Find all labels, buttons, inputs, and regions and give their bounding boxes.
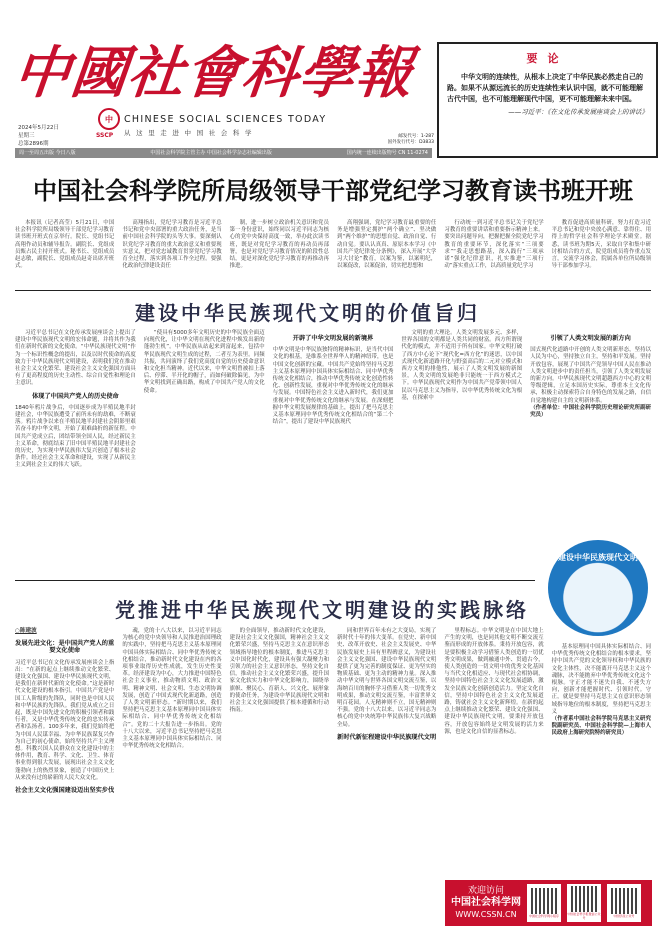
slogan: 从这里走进中国社会科学 bbox=[124, 129, 258, 137]
article2-column: 的全面领导，推动新时代文化建设，建设社会主义文化强国，精神社会主义文化繁荣兴盛，坚持马克思主义在意识形态领域指导地位的根本制度，推进马克思主义中国化时代化，建设具有强大凝聚力和引领力的社会主义意识形态，坚持文化自信，推动社会主义文化繁荣兴盛，提升国家文化软实力和中华文化影响力，围绕举旗帜、聚民心、育新人、兴文化、展形象的使命任务，为建设中华民族现代文明和社会主义文化强国提供了根本遵循和行动指南。 bbox=[229, 628, 329, 714]
article1-subhead: 体现了中国共产党人的历史使命 bbox=[32, 392, 119, 400]
publication-codes bbox=[378, 134, 434, 146]
cssn-advertisement[interactable] bbox=[445, 880, 652, 926]
article2-column: 同和世界百年未有之大变局，实现了新时代十年的伟大变革。在党史、新中国史、改革开放史、社会主义发展史、中华民族发展史上具有里程碑意义，为建设社会主义文化强国、建设中华民族现代文明提供了更为完善的制度保证、更为坚实的物质基础、更为主动的精神力量。深入推动中华文明与世界各国文明交流互鉴，以海纳百川的胸怀学习借鉴人类一切优秀文明成果，推动文明交流互鉴，丰富世界文明百花园。人无精神则不立，国无精神则不强。党的十八大以来，以习近平同志为核心的党中央统筹中华民族伟大复兴战略全局。 新时代新征程建设中华民族现代文明 bbox=[336, 628, 437, 741]
quote-text: 中华文明的连续性，从根本上决定了中华民族必然走自己的路。如果不从源远流长的历史连续性来认识中国，就不可能理解古代中国，也不可能理解现代中国，更不可能理解未来中国。 bbox=[447, 73, 643, 103]
ad-url[interactable]: WWW.CSSN.CN bbox=[455, 910, 517, 919]
qr-code-icon[interactable]: 中国社会科学报微信公众号 bbox=[567, 884, 601, 922]
english-title: CHINESE SOCIAL SCIENCES TODAY bbox=[124, 114, 327, 125]
bar-right: 国内统一连续出版物号 CN 11-0274 bbox=[346, 150, 428, 156]
article1-column: 文明的重大理论。人类文明发展多元、多样，世界各国的文明都是人类共同的财富。西方所谓现代化的模式，并不适用于所有国家。中华文明打破了西方中心论下“现代化=西方化”的迷思，以中国式现代化新道路开化与野蛮高后的二元对立模式和西方文明的排他性，展示了人类文明发展的新图景，人类文明的发展绝非只能统一于西方模式之下。中华民族现代文明作为中国共产党带领中国人民以马克思主义为指导，以中华优秀传统文化为根基，在探索中 bbox=[401, 330, 523, 401]
divider bbox=[15, 290, 651, 291]
article1-author-note: （作者单位：中国社会科学院历史理论研究所副研究员） bbox=[530, 404, 651, 419]
article1-subhead: 开辟了中华文明发展的新境界 bbox=[292, 335, 374, 342]
bar-mid: 中国社会科学院主管主办 中国社会科学杂志社编辑出版 bbox=[150, 150, 272, 156]
issue-number: 总第2896期 bbox=[18, 141, 49, 147]
article1-column: “使具有5000多年文明历史的中华民族全面迈向现代化，让中华文明在现代化进程中焕发出新的蓬勃生机”。中华民族从站起来到富起来，包括中华民族现代文明生成的过程，二者互为表里。同频共振，共同演绎了我们党高度自觉的历史使命意识和文化担当精神。近代以来，中华文明曾被扣上落后、停滞、半开化的帽子，而如何破除偏见，为中华文明找到正确出路，构成了中国共产党人的文化使命。 bbox=[143, 330, 265, 394]
article2-headline: 党推进中华民族现代文明建设的实践脉络 bbox=[115, 598, 529, 622]
article1-column: 开辟了中华文明发展的新境界 中华文明是中华民族独特的精神标识，是当代中国文化的根基，是维系全世界华人的精神纽带，也是中国文化创新的宝藏。中国共产党始终坚持马克思主义基本原理同中国具体实际相结合、同中华优秀传统文化相结合，推动中华优秀传统文化创造性转化、创新性发展，重视对中华优秀传统文化的继承与发展。中国特色社会主义进入新时代，我们更加重视对中华优秀传统文化的继承与发展。在深刻把握中华文明发展规律的基础上，提出了把马克思主义基本原理同中华优秀传统文化相结合的“第二个结合”，提出了建设中华民族现代 bbox=[272, 335, 394, 426]
article2-body bbox=[15, 628, 651, 799]
lead-column: 制，进一步树立政治机关意识和党员第一身份意识，始终同以习近平同志为核心的党中央保持高度一致，举办此次读书班，既是对党纪学习教育的再动员再部署，也是对党纪学习教育情况的阶段性总结，更是对深化党纪学习教育的再推动再推进。 bbox=[229, 220, 329, 270]
article2-column: 魂，党的十八大以来，以习近平同志为核心的党中央领导和人民推进治国理政的实践中，坚持把马克思主义基本原理同中国具体实际相结合、同中华优秀传统文化相结合，推动新时代文化建设在内的各项事业取得历史性成就，发生历史性变革。经济建设为中心，大力推进中国特色社会主义事业，推动物质文明、政治文明、精神文明、社会文明、生态文明协调发展，创造了中国式现代化新道路，创造了人类文明新形态。“新时期以来，我们坚持把马克思主义基本原理同中国具体实际相结合、同中华优秀传统文化相结合”。党的二十大报告进一步指出。党的十八大以来，习近平总书记坚持把马克思主义基本原理同中国具体实际相结合、同中华优秀传统文化相结合。 bbox=[122, 628, 222, 750]
lead-article bbox=[15, 220, 651, 270]
quote-citation: ——习近平：《在文化传承发展座谈会上的讲话》 bbox=[508, 108, 648, 116]
article2-author-note: （作者系中国社会科学院马克思主义研究院副研究员、中国社会科学院—上海市人民政府上海研究院特约研究员） bbox=[551, 716, 651, 737]
quote-box bbox=[437, 42, 658, 158]
article1-headline: 建设中华民族现代文明的价值旨归 bbox=[135, 301, 480, 325]
lead-column: 教育促进高质量科研，努力打造习近平总书记和党中央放心满意、靠得住、用得上的哲学社会科学理论学术殿堂。据悉，读书班为期5天，采取自学和集中研讨相结合的方式，院党组成员将作重点发言，交流学习体会，院属各单位所局级领导干部参加学习。 bbox=[551, 220, 651, 270]
sscp-logo-text: SSCP bbox=[96, 132, 114, 139]
bar-left: 周一至周五出版 今日八版 bbox=[19, 150, 76, 156]
article2-author: ○陈建波 bbox=[15, 628, 37, 634]
ad-text: 欢迎访问 中国社会科学网 WWW.CSSN.CN bbox=[451, 886, 521, 919]
lead-column: 本报讯（记者高莹）5月21日，中国社会科学院所局级领导干部党纪学习教育读书班开班式在京举行。院长、党组书记高翔作动员和辅导报告。副院长、党组成员甄占民主持开班式。秘书长、党组成员赵志敏，副院长、党组成员赵奇出席开班式。 bbox=[15, 220, 115, 270]
postal-code: 邮发代号：1-287 bbox=[398, 134, 434, 139]
overseas-code: 国外发行代号：D3833 bbox=[387, 140, 434, 145]
divider bbox=[15, 580, 535, 581]
article2-subhead: 发展先进文化：是中国共产党人的重要文化使命 bbox=[15, 640, 115, 655]
qr-code-icon[interactable]: 中国学派公众号 bbox=[607, 884, 641, 922]
masthead-title: 中國社會科學報 bbox=[10, 40, 417, 106]
masthead-bar bbox=[15, 148, 432, 158]
article2-column: ○陈建波 发展先进文化：是中国共产党人的重要文化使命 习近平总书记在文化传承发展座谈会上指出：“在新的起点上继续推动文化繁荣、建设文化强国、建设中华民族现代文明，是我们在新时代新的文化使命。”这是新时代文化建设的根本指引。中国共产党是中国工人阶级的先锋队，同时也是中国人民和中华民族的先锋队。我们党从成立之日起，既是中国先进文化的积极引领者和践行者，又是中华优秀传统文化的忠实传承者和弘扬者。100多年来，我们党始终把为中国人民谋幸福、为中华民族谋复兴作为自己的初心使命，始终坚持共产主义理想。科教兴国人民群众在文化建设中的主体作用，教育、科学、文化、卫生、体育事业得到很大发展，展现出社会主义文化蓬勃向上的热烈景象，创造了中国历史上从来没有过的崭新的人民大众文化。 社会主义文化强国建设迈出坚实步伐 bbox=[15, 628, 115, 795]
article1-column: 引领了人类文明发展的新方向 国式现代化道路中开创的人类文明新形态，坚持以人民为中心，坚持独立自主，坚持和平发展。坚持开放包容，展现了中国共产党领导中国人民在推动人类文明进步中的责任担当，引领了人类文明发展的新方向。中华民族现代文明超越西方中心的文明等级逻辑，立足本国历史实际，尊重本土文化传承，积极主动探索符合自身特色的发展之路，自信自觉地构建自主的文明新体系。 （作者单位：中国社会科学院历史理论研究所副研究员） bbox=[530, 335, 651, 419]
article2-column: 基本原理同中国具体实际相结合、同中华优秀传统文化相结合的根本要求，坚持中国共产党的文化领导权和中华民族的文化主体性，决不能离开马克思主义这个魂脉，决不能抛弃中华优秀传统文化这个根脉。守正才能不迷失自我、不迷失方向，创新才能把握时代、引领时代。守正，就是要坚持马克思主义在意识形态领域指导地位的根本制度，坚持把马克思主义 （作者系中国社会科学院马克思主义研究院副研究员、中国社会科学院—上海市人民政府上海研究院特约研究员） bbox=[551, 644, 651, 737]
issue-weekday: 星期三 bbox=[18, 133, 35, 139]
article2-subhead: 社会主义文化强国建设迈出坚实步伐 bbox=[15, 787, 115, 795]
issue-info bbox=[18, 124, 59, 148]
quote-box-title: 要论 bbox=[526, 52, 569, 65]
lead-column: 行动统一到习近平总书记关于党纪学习教育的重要讲话和重要指示精神上来。要突出问题导向，把握把握全院党纪学习教育的重要环节，深化落实“三项要求”“我走思想路基，深入践行”三项承诺”强化纪律意识，扎实推进“三项行动”落实重点工作，以高质量党纪学习 bbox=[444, 220, 544, 270]
qr-code-icon[interactable]: 中国社会科学网小程序 bbox=[527, 884, 561, 922]
article1-subhead: 引领了人类文明发展的新方向 bbox=[550, 335, 631, 342]
article1-body bbox=[15, 330, 651, 470]
article2-subhead: 新时代新征程建设中华民族现代文明 bbox=[337, 733, 437, 741]
emblem-text: 建设中华民族现代文明 bbox=[558, 553, 638, 562]
lead-headline: 中国社会科学院所局级领导干部党纪学习教育读书班开班 bbox=[33, 177, 633, 205]
modern-civilization-emblem-icon bbox=[548, 540, 648, 636]
issue-date: 2024年5月22日 bbox=[18, 125, 59, 131]
article2-column: 里程标志。中华文明是在中国大地上产生的文明，也是同其他文明不断交流互鉴而形成的开放体系。秉持开放包容，就是要积极主动学习借鉴人类创造的一切优秀文明成果，做到融通中外、贯通古今，使人类创造的一切文明中的优秀文化基因与当代文化相适应、与现代社会相协调，坚持中国特色社会主义文化发展道路，激发全民族文化创新创造活力。坚定文化自信，坚持中国特色社会主义文化发展道路，铸就社会主义文化新辉煌。在新的起点上继续推动文化繁荣、建设文化强国、建设中华民族现代文明，要秉持开放包容，开放包容始终是文明发展的活力来源，也是文化自信的显著标志。 bbox=[444, 628, 544, 735]
lead-column: 高翔强调，党纪学习教育最重要的任务是增强坚定拥护“两个确立”、坚决做到“两个维护”的思想自觉、政治自觉、行动自觉。要认认真真、原原本本学习《中国共产党纪律处分条例》，深入开展“大学习大讨论”教育，以案为鉴，以案明纪，以案促改，以案促治，切实把思想和 bbox=[336, 220, 437, 270]
article1-column: 习近平总书记在文化传承发展座谈会上提出了建设中华民族现代文明的宏伟命题，并将其作为我们在新时代新的文化使命。“中华民族现代文明”作为一个标识性概念的提出，以及以时代使命的高度致力于中华民族现代文明建设，表明我们党在推动社会主义文化繁荣、建设社会主义文化强国方面具有了更高程度的历史主动性、综合自觉性和理论自主意识。 体现了中国共产党人的历史使命 1840年鸦片战争后，中国逐步成为半殖民地半封建社会，中华民族遭受了前所未有的劫难，不断衰落。鸦片战争以来在半殖民地半封建社会阴影里艰苦奋斗的中华文明，开始了艰难曲折的新征程。中国共产党成立后，团结带领全国人民，经过新民主主义革命，彻底结束了旧中国半殖民地半封建社会的历史，为实现中华民族伟大复兴创造了根本社会条件。经过社会主义革命和建设，实现了从新民主主义到社会主义的伟大飞跃。 bbox=[15, 330, 136, 469]
sscp-logo-icon: 中 bbox=[98, 108, 120, 130]
lead-column: 高翔指出，党纪学习教育是习近平总书记和党中央部署的重大政治任务，是当前中国社会科学院的头等大事。要深刻认识党纪学习教育的重大政治意义和重要现实意义，把对党忠诚教育贯穿党纪学习教育全过程，落实到各项工作全过程。要强化政治纪律建设责任 bbox=[122, 220, 222, 270]
